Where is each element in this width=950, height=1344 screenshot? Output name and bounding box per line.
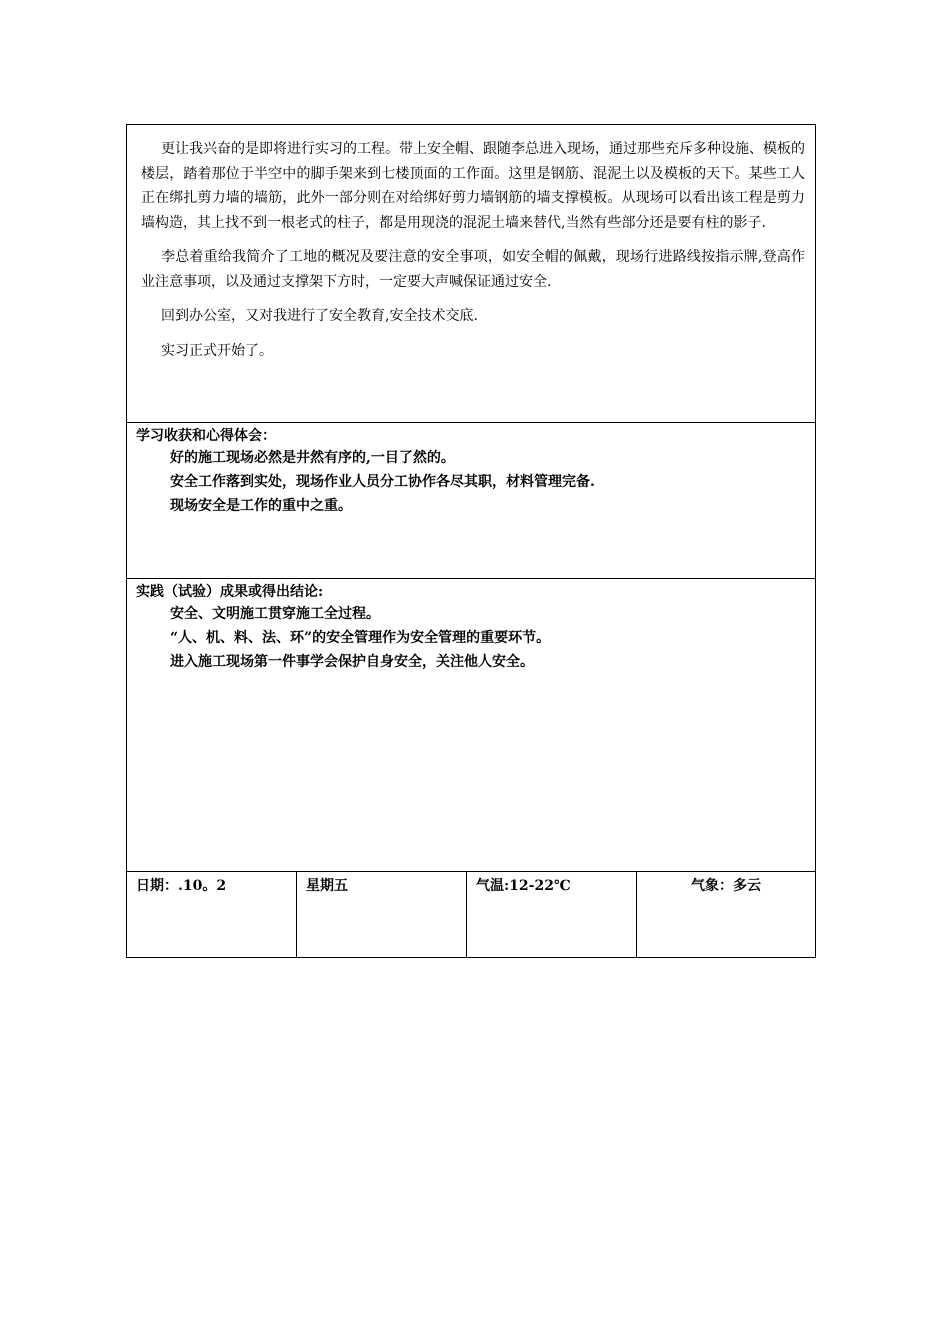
result-title: 实践（试验）成果或得出结论:: [136, 584, 324, 600]
narrative-paragraph-1: 更让我兴奋的是即将进行实习的工程。带上安全帽、跟随李总进入现场，通过那些充斥多种设施、模板的楼层，踏着那位于半空中的脚手架来到七楼顶面的工作面。这里是钢筋、混泥土以及模板的天下。某些工人正在绑扎剪力墙的墙筋，此外一部分则在对给绑好剪力墙钢筋的墙支撑模板。从现场可以看出该工程是剪力墙构造，其上找不到一根老式的柱子，都是用现浇的混泥土墙来替代,当然有些部分还是要有柱的影子.: [141, 141, 806, 231]
log-page: [126, 124, 815, 958]
narrative-paragraph-4: 实习正式开始了。: [161, 342, 273, 359]
narrative-paragraph-2: 李总着重给我简介了工地的概况及要注意的安全事项，如安全帽的佩戴，现场行进路线按指示牌,登高作业注意事项，以及通过支撑架下方时，一定要大声喊保证通过安全.: [141, 249, 806, 290]
narrative-cell: [127, 125, 816, 423]
learning-line-2: 安全工作落到实处，现场作业人员分工协作各尽其职，材料管理完备.: [170, 474, 595, 490]
weekday-text: 星期五: [306, 878, 348, 894]
narrative-paragraph-3: 回到办公室，又对我进行了安全教育,安全技术交底.: [161, 308, 478, 324]
result-line-3: 进入施工现场第一件事学会保护自身安全，关注他人安全。: [170, 654, 534, 670]
learning-cell: [127, 423, 816, 579]
result-cell: [127, 579, 816, 872]
date-text: 日期：.10。2: [136, 878, 227, 894]
internship-log-table: [126, 124, 816, 958]
temperature-text: 气温:12-22℃: [476, 878, 571, 894]
learning-line-3: 现场安全是工作的重中之重。: [170, 498, 352, 514]
learning-title: 学习收获和心得体会：: [136, 428, 276, 444]
result-line-2: “人、机、料、法、环”的安全管理作为安全管理的重要环节。: [170, 630, 551, 646]
weather-cell: [637, 872, 816, 958]
learning-line-1: 好的施工现场必然是井然有序的,一目了然的。: [170, 450, 455, 466]
weekday-cell: [297, 872, 467, 958]
result-line-1: 安全、文明施工贯穿施工全过程。: [170, 606, 380, 622]
date-cell: [127, 872, 297, 958]
weather-text: 气象：多云: [691, 878, 761, 894]
temperature-cell: [467, 872, 637, 958]
